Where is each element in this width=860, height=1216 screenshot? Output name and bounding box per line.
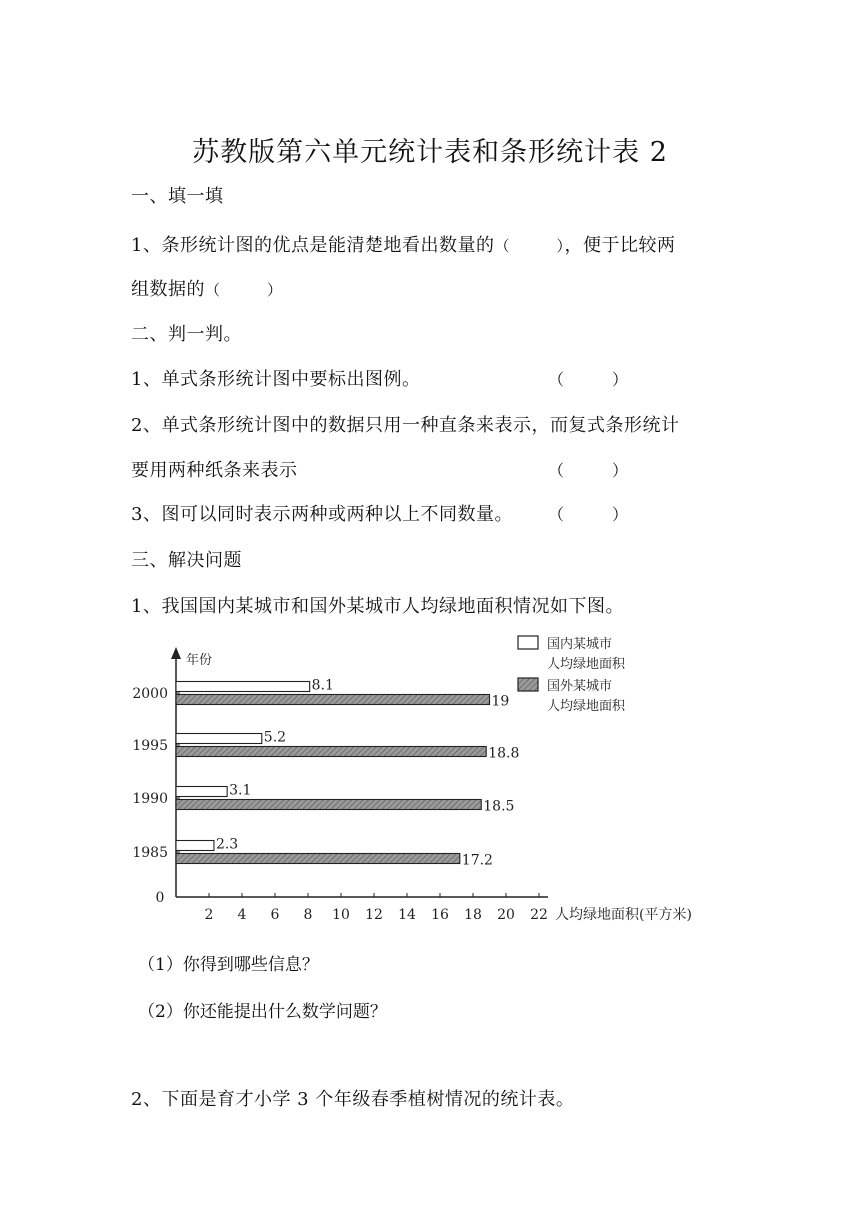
legend-domestic-line2: 人均绿地面积 [547, 657, 626, 672]
legend-foreign-line1: 国外某城市 [547, 679, 613, 694]
x-tick-label: 14 [398, 907, 416, 923]
legend-swatch-foreign [518, 678, 538, 691]
sub-question-2: （2）你还能提出什么数学问题？ [138, 1002, 387, 1022]
fill-q1-blank-b[interactable]: （ ） [205, 281, 283, 299]
bar-domestic [176, 841, 214, 851]
fill-q1-text-c: 组数据的 [131, 279, 205, 300]
bar-value-label: 2.3 [215, 836, 239, 853]
x-tick-label: 12 [365, 907, 383, 923]
bar-value-label: 5.2 [263, 729, 287, 746]
x-tick-label: 2 [204, 907, 214, 923]
bar-value-label: 19 [491, 693, 510, 710]
origin-label: 0 [155, 890, 165, 906]
judge-item-2-paren[interactable]: （ ） [548, 461, 629, 480]
x-tick-label: 20 [497, 907, 515, 923]
bar-foreign [176, 695, 490, 705]
bar-domestic [176, 787, 227, 797]
judge-item-2: 2、单式条形统计图中的数据只用一种直条来表示，而复式条形统计 [131, 415, 680, 436]
problem-1: 1、我国国内某城市和国外某城市人均绿地面积情况如下图。 [131, 596, 624, 617]
fill-question-1 [131, 231, 675, 257]
fill-q1-blank-a[interactable]: （ ） [494, 237, 565, 255]
legend-foreign-line2: 人均绿地面积 [547, 699, 626, 714]
y-axis-label: 年份 [186, 653, 213, 668]
bar-domestic [176, 682, 310, 692]
category-label: 1990 [132, 791, 168, 807]
bar-value-label: 8.1 [311, 677, 334, 694]
bar-value-label: 18.5 [483, 798, 515, 815]
fill-q1-text-a: 1、条形统计图的优点是能清楚地看出数量的 [131, 235, 495, 256]
x-tick-label: 6 [270, 907, 280, 923]
section2-heading: 二、判一判。 [131, 324, 242, 345]
bar-value-label: 18.8 [488, 745, 520, 762]
x-tick-label: 18 [464, 907, 482, 923]
section3-heading: 三、解决问题 [131, 550, 242, 571]
y-axis-arrow [171, 647, 181, 659]
page-title: 苏教版第六单元统计表和条形统计表 2 [192, 137, 668, 168]
judge-item-2-line2: 要用两种纸条来表示 [131, 460, 298, 481]
bar-chart [0, 625, 860, 945]
fill-q1-text-b: ，便于比较两 [564, 235, 676, 256]
judge-item-1: 1、单式条形统计图中要标出图例。 [131, 369, 421, 390]
bar-foreign [176, 747, 486, 757]
category-label: 1985 [132, 845, 168, 861]
judge-item-3-paren[interactable]: （ ） [548, 505, 629, 524]
x-tick-label: 10 [332, 907, 350, 923]
x-tick-label: 22 [530, 907, 548, 923]
sub-question-1: （1）你得到哪些信息？ [138, 955, 319, 975]
bar-foreign [176, 800, 481, 810]
problem-2: 2、下面是育才小学 3 个年级春季植树情况的统计表。 [131, 1089, 575, 1110]
bar-value-label: 3.1 [229, 782, 252, 799]
x-axis-label: 人均绿地面积(平方米) [555, 907, 692, 923]
legend-domestic-line1: 国内某城市 [547, 637, 613, 652]
fill-question-1-line2 [131, 275, 283, 301]
judge-item-3: 3、图可以同时表示两种或两种以上不同数量。 [131, 504, 513, 525]
x-tick-label: 16 [431, 907, 449, 923]
x-tick-label: 8 [303, 907, 313, 923]
legend-swatch-domestic [518, 636, 538, 649]
bar-domestic [176, 734, 262, 744]
judge-item-1-paren[interactable]: （ ） [548, 370, 629, 389]
category-label: 2000 [132, 686, 168, 702]
bar-foreign [176, 854, 460, 864]
section1-heading: 一、填一填 [131, 186, 224, 207]
category-label: 1995 [132, 738, 168, 754]
x-tick-label: 4 [237, 907, 247, 923]
bar-value-label: 17.2 [461, 852, 493, 869]
